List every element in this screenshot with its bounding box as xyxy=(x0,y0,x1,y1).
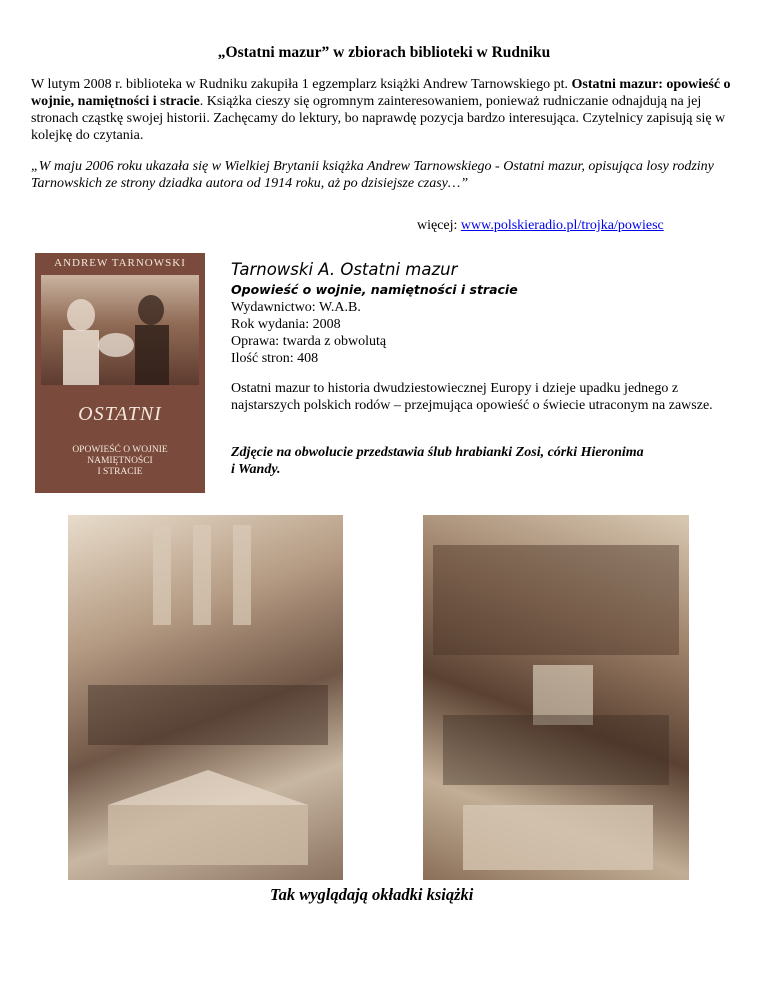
binding: Oprawa: twarda z obwolutą xyxy=(231,334,387,349)
more-link[interactable]: www.polskieradio.pl/trojka/powiesc xyxy=(460,218,664,233)
cover-caption xyxy=(231,444,736,478)
book-cover-image xyxy=(35,253,205,493)
cover-caption-line: Zdjęcie na obwolucie przedstawia ślub hrabianki Zosi, córki Hieronima xyxy=(231,445,644,460)
intro-paragraph xyxy=(31,76,736,144)
page-title: „Ostatni mazur” w zbiorach biblioteki w Rudniku xyxy=(217,44,551,61)
collage-left-illustration xyxy=(68,515,343,880)
cover-subtitle-line: I STRACIE xyxy=(97,467,143,477)
cover-subtitle xyxy=(35,445,205,478)
collage-right-illustration xyxy=(423,515,689,880)
cover-title: OSTATNI xyxy=(78,403,162,425)
book-title: Tarnowski A. Ostatni mazur xyxy=(231,260,458,279)
cover-wedding-photo xyxy=(41,275,199,385)
more-line xyxy=(417,218,664,234)
quote-paragraph: „W maju 2006 roku ukazała się w Wielkiej Brytanii książka Andrew Tarnowskiego - Ostatni mazur, opisująca losy rodziny Tarnowskich ze strony dziadka autora od 1914 roku, aż po dzisiejsze czasy…” xyxy=(31,159,714,191)
publication-year: Rok wydania: 2008 xyxy=(231,317,341,332)
cover-author: ANDREW TARNOWSKI xyxy=(54,257,186,269)
cover-caption-line: i Wandy. xyxy=(231,462,281,477)
cover-figures-illustration xyxy=(41,275,199,385)
back-cover-collage-right xyxy=(423,515,689,880)
cover-subtitle-line: OPOWIEŚĆ O WOJNIE xyxy=(72,445,168,455)
book-subtitle: Opowieść o wojnie, namiętności i stracie xyxy=(231,282,518,297)
book-description: Ostatni mazur to historia dwudziestowiecznej Europy i dzieje upadku jednego z najstarszych polskich rodów – przejmująca opowieść o świecie utraconym na zawsze. xyxy=(231,381,713,413)
publisher: Wydawnictwo: W.A.B. xyxy=(231,300,361,315)
bottom-caption: Tak wyglądają okładki książki xyxy=(270,885,474,904)
book-details xyxy=(231,299,386,367)
more-label: więcej: xyxy=(417,218,461,233)
cover-subtitle-line: NAMIĘTNOŚCI xyxy=(87,456,153,466)
intro-text-1: W lutym 2008 r. biblioteka w Rudniku zakupiła 1 egzemplarz książki Andrew Tarnowskiego pt. xyxy=(31,77,572,92)
back-cover-collage-left xyxy=(68,515,343,880)
intro-book-title: Ostatni mazur: opowieść o wojnie, namiętności i stracie xyxy=(31,77,731,109)
intro-text-2: . Książka cieszy się ogromnym zainteresowaniem, ponieważ rudniczanie odnajdują na jej stronach cząstkę swojej historii. Zachęcamy do lektury, bo naprawdę pozycja bardzo interesująca. Czytelnicy zapisują się w kolejkę do czytania. xyxy=(31,94,726,143)
page-count: Ilość stron: 408 xyxy=(231,351,319,366)
